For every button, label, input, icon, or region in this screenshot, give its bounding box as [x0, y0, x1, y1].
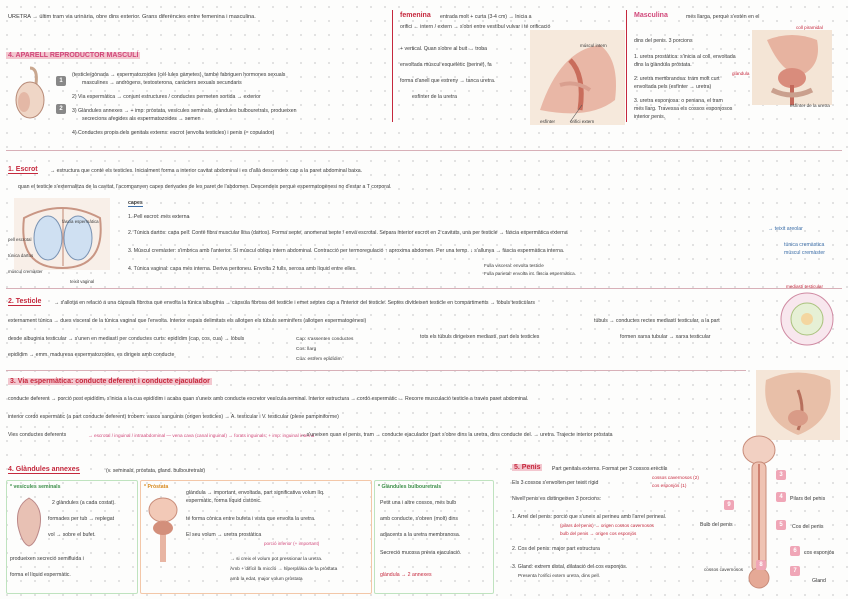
- bulbouretrals-line-4: Secreció mucosa prèvia ejaculació.: [380, 550, 462, 556]
- masc-line-9: interior penis.: [634, 114, 666, 120]
- masc-line-2: dins del penis. 3 porcions: [634, 38, 693, 44]
- prostata-line-4: El seu volum → uretra prostàtica: [186, 532, 262, 538]
- via-line-2: interior cordó espermàtic (a part conducte deferent) trobem: vasos sanguinis (origen testicles) → A. testicular i V. testicular (plexe pampiniforme): [8, 414, 339, 420]
- via-line-3b: → escrotal / inguinal / intraabdominal — vena cava (canal inguinal) → forats inguinals; + imp: inguinal interna: [88, 433, 315, 438]
- capa-3: 3. Múscul cremàster: s'imbrica amb l'anterior. Sí múscul obliqu intern abdominal. Contracció per termoregulació ↑ aproxima abdomen. Per una temp. ↓ s'allunya → fàscia espermàtica interna.: [128, 248, 565, 254]
- bulbouretrals-line-3: adjacents a la uretra membranosa.: [380, 532, 461, 538]
- via-title-text: 3. Via espermàtica: conducte deferent i conducte ejaculador: [10, 378, 210, 385]
- prostate-figure: [144, 494, 182, 564]
- penis-label-cos: Cos del penis: [792, 524, 824, 530]
- epididim-cap: Cap: s'assenten conductes: [296, 337, 354, 342]
- male-urethra-figure: [752, 30, 832, 105]
- escrot-side-2: túnica cremàstica: [784, 242, 825, 248]
- penis-label-cavernosos: cossos cavernosos: [704, 567, 744, 572]
- divider-uretra: [392, 10, 393, 122]
- via-line-1: conducte deferent → porció post epidídim, s'inicia a la cua epidídim i acaba quan s'uneix amb conducte excretor vesícula seminal. Interior estructura → cordó espermàtic → Recorre musculació testicle a través paret abdominal.: [8, 396, 529, 402]
- bulbouretrals-line-5: glàndula → 2 annexes: [380, 572, 432, 578]
- penis-line-6b: Presenta l'orifici extern uretra, dins pell.: [518, 573, 600, 578]
- fem-label-intern: múscul intern: [580, 43, 607, 48]
- vesicules-title: * vesícules seminals: [10, 484, 61, 490]
- bulbouretrals-title: * Glàndules bulbouretrals: [378, 484, 442, 490]
- penis-line-3: Nivell penis es distingeixen 3 porcions:: [512, 496, 602, 502]
- penis-num-4: 4: [776, 492, 786, 502]
- testicle-line-3: desde albuginia testicular → s'unen en mediastí per conductes curts: epidídim (cap, cos, cua) → lòbuls: [8, 336, 245, 342]
- penis-title-text: 5. Penis: [514, 464, 541, 471]
- capa-4: 4. Túnica vaginal: capa més interna. Deriva peritoneu. Envolta 2 fulls, serosa amb líquid entre elles.: [128, 266, 357, 272]
- escrot-side-1: → teixit areolar: [768, 226, 803, 232]
- capes-heading-text: capes: [128, 200, 143, 206]
- penis-title: [512, 464, 542, 471]
- scrotum-fig-label-3: múscul cremàster: [8, 269, 43, 274]
- fem-line-4: envoltada múscul esquelètic (perinè), fa: [400, 62, 492, 68]
- fem-line-1: entrada molt + curta (3-4 cm) → Inicia a: [440, 14, 532, 20]
- section-divider-2: [6, 288, 842, 289]
- vesicules-line-3: vol → sobre el bufet.: [48, 532, 96, 538]
- testicle-title: [8, 298, 41, 305]
- penis-line-4b: (pilars del penis) → origen cossos cavernosos: [560, 523, 654, 528]
- via-line-4: → s'uneixen quan el penis, tram → conducte ejaculador (part s'obre dins la uretra, dins conducte del. → uretra. Trajecte interior pròstata: [300, 432, 613, 438]
- uretra-intro: URETRA → últim tram via urinària, obre dins exterior. Grans diferències entre femenina i masculina.: [8, 14, 256, 20]
- penis-line-6: 3. Gland: extrem distal, dilatació del cos esponjós.: [512, 564, 628, 570]
- prostata-title: * Pròstata: [144, 484, 169, 490]
- penis-num-8: 8: [756, 560, 766, 570]
- vesicles-figure: [10, 496, 48, 548]
- masculina-title: Masculina: [634, 12, 668, 19]
- prostata-line-7: Amb + difícil la micció → hiperplàsia de la pròstata: [230, 567, 338, 572]
- vesicules-line-2: formades per tub → replegat: [48, 516, 115, 522]
- capa-4-visceral: Fulla visceral: envolta testicle: [484, 263, 544, 268]
- testicle-right-1: túbuls → conductes rectes mediastí testicular, a la part: [594, 318, 720, 324]
- escrot-line-1: → estructura que conté els testicles. Inicialment forma a interior cavitat abdominal i es d'allà descendeix cap a la paret abdominal baixa.: [50, 168, 363, 174]
- femenina-title: femenina: [400, 12, 431, 19]
- bulbouretrals-line-2: amb conducte, s'obren (molt) dins: [380, 516, 458, 522]
- testis-illustration: [8, 66, 56, 124]
- testicle-line-1: → s'allotja en relació a una càpsula fibrosa que envolta la túnica albugínia → càpsula fibrosa del testicle i emet septes cap a l'interior del testicle. Septes divideixen testicle en compartiments → lòbuls testiculars: [54, 300, 535, 306]
- aparell-line-1b: masculines → andrògens, testosterona, caràcters sexuals secundaris: [82, 80, 242, 86]
- aparell-title-text: 4. APARELL REPRODUCTOR MASCULÍ: [8, 52, 139, 59]
- penis-label-bulb: Bulb del penis: [700, 522, 733, 528]
- prostata-line-5: porció inferior (+ important): [264, 541, 320, 546]
- testicle-right-2: formen xarxa tubular → xarxa testicular: [620, 334, 711, 340]
- penis-label-pilars: Pilars del penis: [790, 496, 826, 502]
- penis-line-5: 2. Cos del penis: major part estructura: [512, 546, 600, 552]
- vesicules-line-1: 2 glàndules (a cada costat).: [52, 500, 116, 506]
- penis-line-4: 1. Arrel del penis: porció que s'uneix al perineu amb l'arrel perineal.: [512, 514, 667, 520]
- masc-line-8: més llarg. Travessa els cossos esponjosos: [634, 106, 733, 112]
- penis-num-5: 5: [776, 520, 786, 530]
- capa-2: 2. Túnica dartos: capa pell. Conté fibra muscular llisa (dartos). Forma septe, anomenat septe / envà escrotal. Separa interior escrot en 2 cavitats, una per testicle → fàscia espermàtica externa: [128, 230, 568, 236]
- capes-heading: [128, 200, 143, 207]
- fem-line-6: esfínter de la uretra: [412, 94, 457, 100]
- testicle-line-4: epidídim → emm. maduresa espermatozoides, es dirigeix amb conducte: [8, 352, 175, 358]
- penis-line-1: Part genitals externs. Format per 3 cossos erèctils: [552, 466, 668, 472]
- aparell-num-1: 1: [56, 76, 66, 86]
- aparell-num-2: 2: [56, 104, 66, 114]
- glandules-title-text: 4. Glàndules annexes: [8, 466, 80, 473]
- escrot-line-2: quan el testicle s'externalitza de la cavitat, l'acompanyen capes derivades de les paret de l'abdomen. Descendeix perquè espermatogènesi no d'estar a T corporal.: [18, 184, 392, 190]
- fem-label-extern: orifici extern: [570, 119, 595, 124]
- escrot-side-3: múscul cremàster: [784, 250, 825, 256]
- testicle-fig-label: mediastí testicular: [786, 284, 824, 289]
- masc-label-coll: coll piramidal: [796, 25, 823, 30]
- penis-line-2: Els 3 cossos s'envolten per teixit rígid: [512, 480, 599, 486]
- masc-label-esfinter: esfínter de la uretra: [790, 103, 830, 108]
- capa-1: 1. Pell escrot: més externa: [128, 214, 190, 220]
- aparell-line-3: 3) Glàndules annexes → + imp: pròstata, vesícules seminals, glàndules bulbouretrals, produeixen: [72, 108, 297, 114]
- penis-num-3: 3: [776, 470, 786, 480]
- scrotum-fig-label-2: túnica dartos: [8, 253, 34, 258]
- scrotum-fig-label-1: pell escrotal: [8, 237, 32, 242]
- testicle-line-2: externament túnica → dues visceral de la túnica vaginal que l'envolta. Interior espais delimitats els allotgen els túbuls seminífers (allotgen espermatogènesi): [8, 318, 367, 324]
- glandules-subtitle: (v. seminals, pròstata, gland. bulbouretrals): [106, 468, 206, 474]
- testicle-title-text: 2. Testicle: [8, 298, 42, 305]
- female-urethra-figure: [530, 30, 625, 125]
- vesicules-line-5: forma el líquid espermàtic.: [10, 572, 71, 578]
- prostata-line-6: → si creix el volum pot pressionar la uretra.: [230, 557, 323, 562]
- masc-line-5: 2. uretra membranosa: tram molt curt: [634, 76, 720, 82]
- penis-esponjos: cos esponjós (1): [652, 483, 687, 488]
- testicle-right-3: tots els túbuls dirigeixen mediastí, part dels testicles: [420, 334, 540, 340]
- scrotum-fig-label-5: teixit vaginal: [70, 279, 95, 284]
- penis-cavernosos: cossos cavernosos (2): [652, 475, 699, 480]
- fem-line-5: forma d'anell que estreny → tanca uretra.: [400, 78, 496, 84]
- fem-line-3: + vertical. Quan s'obre al buit → troba: [400, 46, 488, 52]
- penis-num-9: 9: [724, 500, 734, 510]
- testicle-section-figure: [778, 290, 836, 348]
- penis-label-gland: Gland: [812, 578, 826, 584]
- penis-num-6: 6: [790, 546, 800, 556]
- masc-label-glandula: glàndula: [732, 71, 750, 76]
- aparell-line-2: 2) Via espermàtica → conjunt estructures / conductes permeten sortida → exterior: [72, 94, 261, 100]
- masc-line-1: més llarga, perquè s'estén en el: [686, 14, 760, 20]
- aparell-title: [6, 52, 140, 59]
- pelvis-figure: [756, 370, 840, 440]
- prostata-line-2: espermàtic, forma líquid cistònic.: [186, 498, 262, 504]
- penis-num-7: 7: [790, 566, 800, 576]
- escrot-title-text: 1. Escrot: [8, 166, 38, 173]
- prostata-line-3: té forma cònica entre bufeta i vista que envolta la uretra.: [186, 516, 316, 522]
- prostata-line-8: amb la edat, major volum pròstata: [230, 577, 303, 582]
- bulbouretrals-line-1: Petit una i altre cossos, més bulb: [380, 500, 457, 506]
- vesicules-line-4: produeixen secreció semifluida i: [10, 556, 84, 562]
- masc-line-6: envoltada pels (esfínter → uretra): [634, 84, 712, 90]
- divider-masc: [626, 10, 627, 122]
- aparell-line-4: 4) Conductes propis dels genitals externs: escrot (envolta testicles) i penis (≈ copulador): [72, 130, 275, 136]
- epididim-cos: Cos: llarg: [296, 347, 317, 352]
- capa-4-parietal: Fulla parietal: envolta int. fàscia espermàtica.: [484, 271, 576, 276]
- section-divider-3: [6, 370, 746, 371]
- masc-line-4: dins la glàndula pròstata.: [634, 62, 692, 68]
- escrot-title: [8, 166, 38, 173]
- epididim-cua: Cua: estrem epidídim: [296, 357, 342, 362]
- scrotum-fig-label-4: fàscia espermàtica: [62, 219, 99, 224]
- masc-line-3: 1. uretra prostàtica: s'inicia al coll, envoltada: [634, 54, 736, 60]
- glandules-title: [8, 466, 80, 473]
- penis-label-esponjos: cos esponjós: [804, 550, 835, 556]
- section-divider-1: [6, 150, 842, 151]
- via-line-3: Vies conductes deferents: [8, 432, 67, 438]
- fem-line-2: orifici ← intern / extern → s'obri entre vestíbul vulvar i té orificació: [400, 24, 551, 30]
- scrotum-layers-figure: [14, 198, 110, 270]
- prostata-line-1: glàndula → important, envoltada, part significativa volum líq.: [186, 490, 325, 496]
- fem-label-esfinter: esfínter: [540, 119, 556, 124]
- via-title: [8, 378, 212, 385]
- penis-line-4c: bulb del penis → origen cos esponjós: [560, 531, 637, 536]
- aparell-line-3b: secrecions afegides als espermatozoides → semen: [82, 116, 201, 122]
- masc-line-7: 3. uretra esponjosa: o peniana, el tram: [634, 98, 723, 104]
- aparell-line-1: (testicle/gònada → espermatozoides (cèl·lules gàmetes), també fabriquen hormones sexuals: [72, 72, 286, 78]
